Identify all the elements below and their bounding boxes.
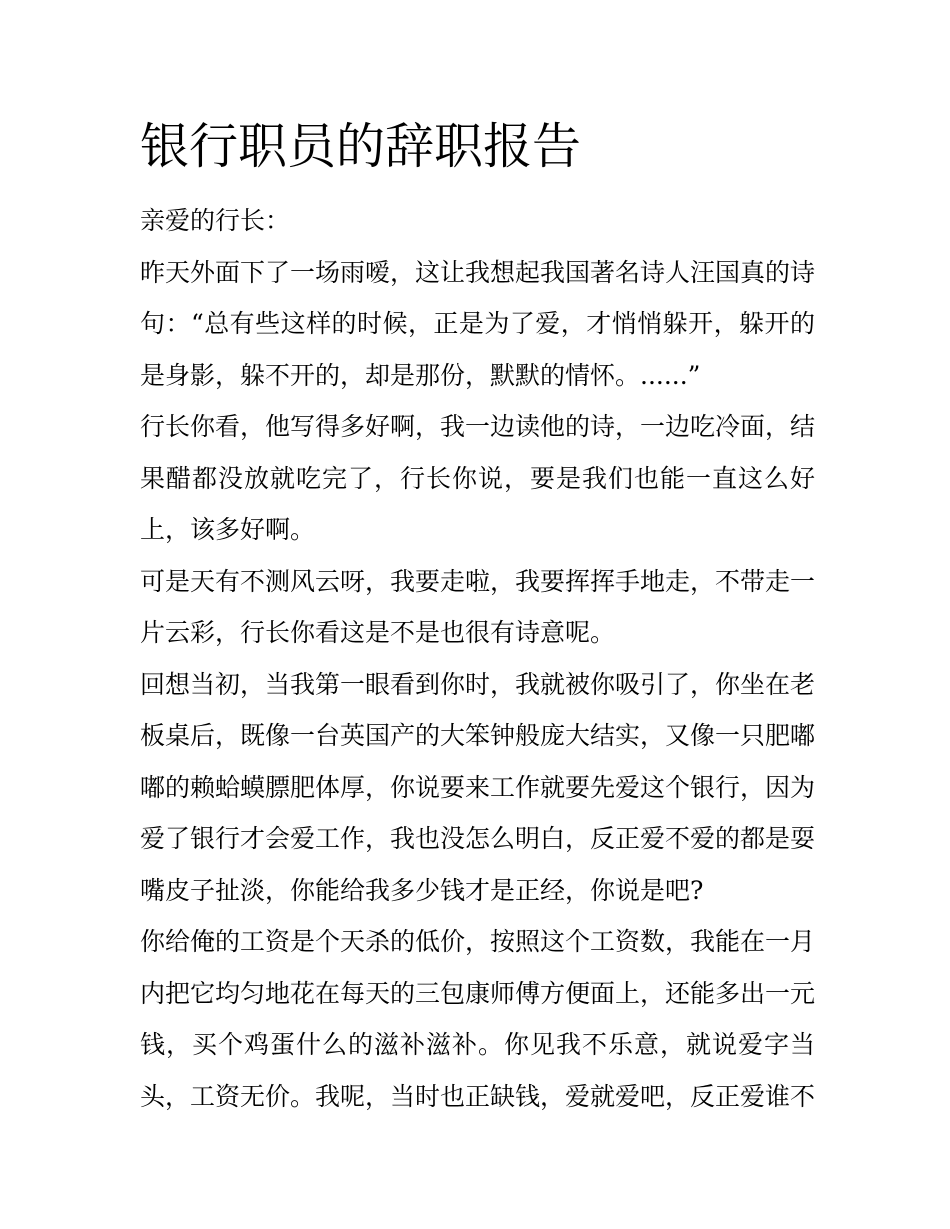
document-title: 银行职员的辞职报告: [140, 118, 582, 175]
paragraph: 回想当初，当我第一眼看到你时，我就被你吸引了，你坐在老板桌后，既像一台英国产的大笨钟般庞大结实，又像一只肥嘟嘟的赖蛤蟆膘肥体厚，你说要来工作就要先爱这个银行，因为爱了银行才会爱工作，我也没怎么明白，反正爱不爱的都是耍嘴皮子扯淡，你能给我多少钱才是正经，你说是吧?: [140, 669, 816, 905]
paragraph: 昨天外面下了一场雨嗳，这让我想起我国著名诗人汪国真的诗句：“总有些这样的时候，正是为了爱，才悄悄躲开，躲开的是身影，躲不开的，却是那份，默默的情怀。......”: [140, 257, 816, 390]
paragraph: 可是天有不测风云呀，我要走啦，我要挥挥手地走，不带走一片云彩，行长你看这是不是也很有诗意呢。: [140, 566, 816, 647]
paragraph: 行长你看，他写得多好啊，我一边读他的诗，一边吃冷面，结果醋都没放就吃完了，行长你说，要是我们也能一直这么好上，该多好啊。: [140, 412, 816, 544]
salutation: 亲爱的行长：: [140, 206, 291, 235]
document-body: [140, 195, 815, 1122]
paragraph: 你给俺的工资是个天杀的低价，按照这个工资数，我能在一月内把它均匀地花在每天的三包康师傅方便面上，还能多出一元钱，买个鸡蛋什么的滋补滋补。你见我不乐意，就说爱字当头，工资无价。我呢，当时也正缺钱，爱就爱吧，反正爱谁不: [140, 927, 816, 1111]
